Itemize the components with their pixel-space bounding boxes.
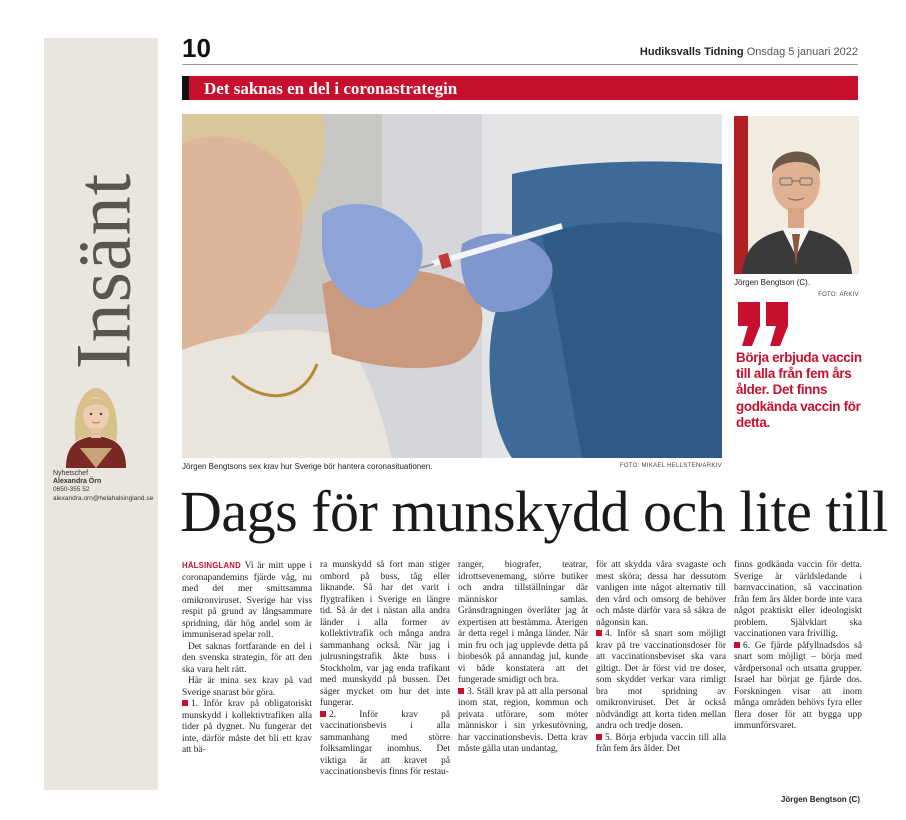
side-photo-caption: Jörgen Bengtson (C). xyxy=(734,278,811,287)
bullet-square-icon xyxy=(596,630,602,636)
paragraph: 3. Ställ krav på att alla personal inom stat, region, kommun och privata utförare, som möter människor i sin yrkesutövning, har vaccinationsbevis. Detta krav måste gälla utan undantag, xyxy=(458,686,588,754)
paragraph: finns godkända vaccin för detta. Sverige är världsledande i barnvaccination, så vaccination från fem års ålder borde inte vara något praktiskt eller ideologiskt problem. Självklart ska vaccinationen vara frivillig. xyxy=(734,560,862,639)
author-photo xyxy=(54,376,138,468)
article-column-2 xyxy=(320,560,450,779)
section-title: Insänt xyxy=(59,172,146,370)
author-name: Alexandra Örn xyxy=(53,478,102,486)
article-kicker: HÄLSINGLAND xyxy=(182,561,241,570)
banner-title: Det saknas en del i coronastrategin xyxy=(204,79,458,98)
article-column-5 xyxy=(734,560,862,733)
paragraph: ranger, biografer, teatrar, idrottsevenemang, större butiker och andra tillställningar där människor samlas. Gränsdragningen överlåter jag åt expertisen att bestämma. Återigen är detta regel i många länder. När min fru och jag upplevde detta på biobesök på annandag jul, kunde vi både konstatera att det fungerade smidigt och bra. xyxy=(458,560,588,685)
article-signature: Jörgen Bengtson (C) xyxy=(780,795,860,804)
paragraph: 1. Inför krav på obligatoriskt munskydd i kollektivtrafiken alla tider på dygnet. Nu fungerar det inte, därför måste det bli ett krav att bä- xyxy=(182,699,312,755)
paragraph: 2. Inför krav på vaccinationsbevis i alla sammanhang med större folksamlingar inomhus. Det viktiga är att kravet på vaccinationsbevis finns för restau- xyxy=(320,709,450,777)
side-photo xyxy=(734,116,859,274)
paper-date: Onsdag 5 januari 2022 xyxy=(746,46,858,58)
paragraph: för att skydda våra svagaste och mest sköra; dessa har dessutom vanligen inte något alternativ till den vård och omsorg de behöver och måste därför vara så säkra de någonsin kan. xyxy=(596,560,726,628)
main-photo-caption-text: Jörgen Bengtsons sex krav hur Sverige bör hantera coronasituationen. xyxy=(182,462,433,471)
bullet-square-icon xyxy=(320,711,326,717)
paragraph: 5. Börja erbjuda vaccin till alla från fem års ålder. Det xyxy=(596,732,726,754)
article-headline: Dags för munskydd och lite till xyxy=(180,479,888,544)
banner-block xyxy=(182,76,189,100)
main-photo xyxy=(182,114,722,458)
bullet-square-icon xyxy=(734,642,740,648)
main-photo-caption xyxy=(182,462,722,471)
main-photo-credit: FOTO: MIKAEL HELLSTEN/ARKIV xyxy=(619,463,722,469)
sidebar xyxy=(44,38,158,790)
paragraph: Här är mina sex krav på vad Sverige snarast bör göra. xyxy=(182,676,312,698)
author-role: Nyhetschef xyxy=(53,470,89,477)
bullet-square-icon xyxy=(596,734,602,740)
bullet-square-icon xyxy=(182,700,188,706)
paper-name: Hudiksvalls Tidning xyxy=(639,46,744,58)
quote-mark-icon xyxy=(736,300,792,348)
article-column-4 xyxy=(596,560,726,756)
article-column-3 xyxy=(458,560,588,756)
paragraph: 4. Inför så snart som möjligt krav på tre vaccinationsdoser för att vaccinationsbeviset ska vara giltigt. Det är först vid tre doser, som skyddet verkar vara rimligt bra mot spridning av omikronviruset. Det är också nödvändigt att korta tiden mellan andra och tredje dosen. xyxy=(596,629,726,731)
paragraph: 6. Ge fjärde påfyllnadsdos så snart som möjligt – börja med vårdpersonal och utsatta grupper. Israel har börjat ge fjärde dos. Forskningen visar att inom många områden behövs fyra eller flera doser för att bygga upp immunförsvaret. xyxy=(734,640,862,731)
paper-header xyxy=(640,46,858,58)
page-number: 10 xyxy=(182,33,211,63)
paragraph: Det saknas fortfarande en del i den svenska strategin, för att den ska vara helt rätt. xyxy=(182,641,312,675)
author-phone: 0650-355 52 xyxy=(53,486,90,494)
article-column-1 xyxy=(182,560,312,757)
paragraph: ra munskydd så fort man stiger ombord på buss, tåg eller liknande. Så har det varit i flygtrafiken i Sverige en längre tid. Så är det i nästan alla andra länder i alla former av kollektivtrafik och många andra sammanhang också. När jag i julrusningstrafik åkte buss i Stockholm, var jag enda trafikant med munskydd på bussen. Det säger mycket om hur det inte fungerar. xyxy=(320,560,450,708)
bullet-square-icon xyxy=(458,688,464,694)
author-email: alexandra.orn@helahalsingland.se xyxy=(53,494,154,502)
pull-quote: Börja erbjuda vaccin till alla från fem års ålder. Det finns godkända vaccin för detta. xyxy=(736,350,862,430)
header-divider xyxy=(182,64,858,65)
author-info xyxy=(53,470,157,503)
side-photo-credit: FOTO: ARKIV xyxy=(818,292,859,298)
section-banner xyxy=(182,76,858,100)
paragraph: Vi är mitt uppe i coronapandemins fjärde våg, nu med det mer smittsamma omikronviruset. Sverige har viss respit på grund av långsammare spridning, där hög andel som är immuniserad spelar roll. xyxy=(182,561,312,640)
